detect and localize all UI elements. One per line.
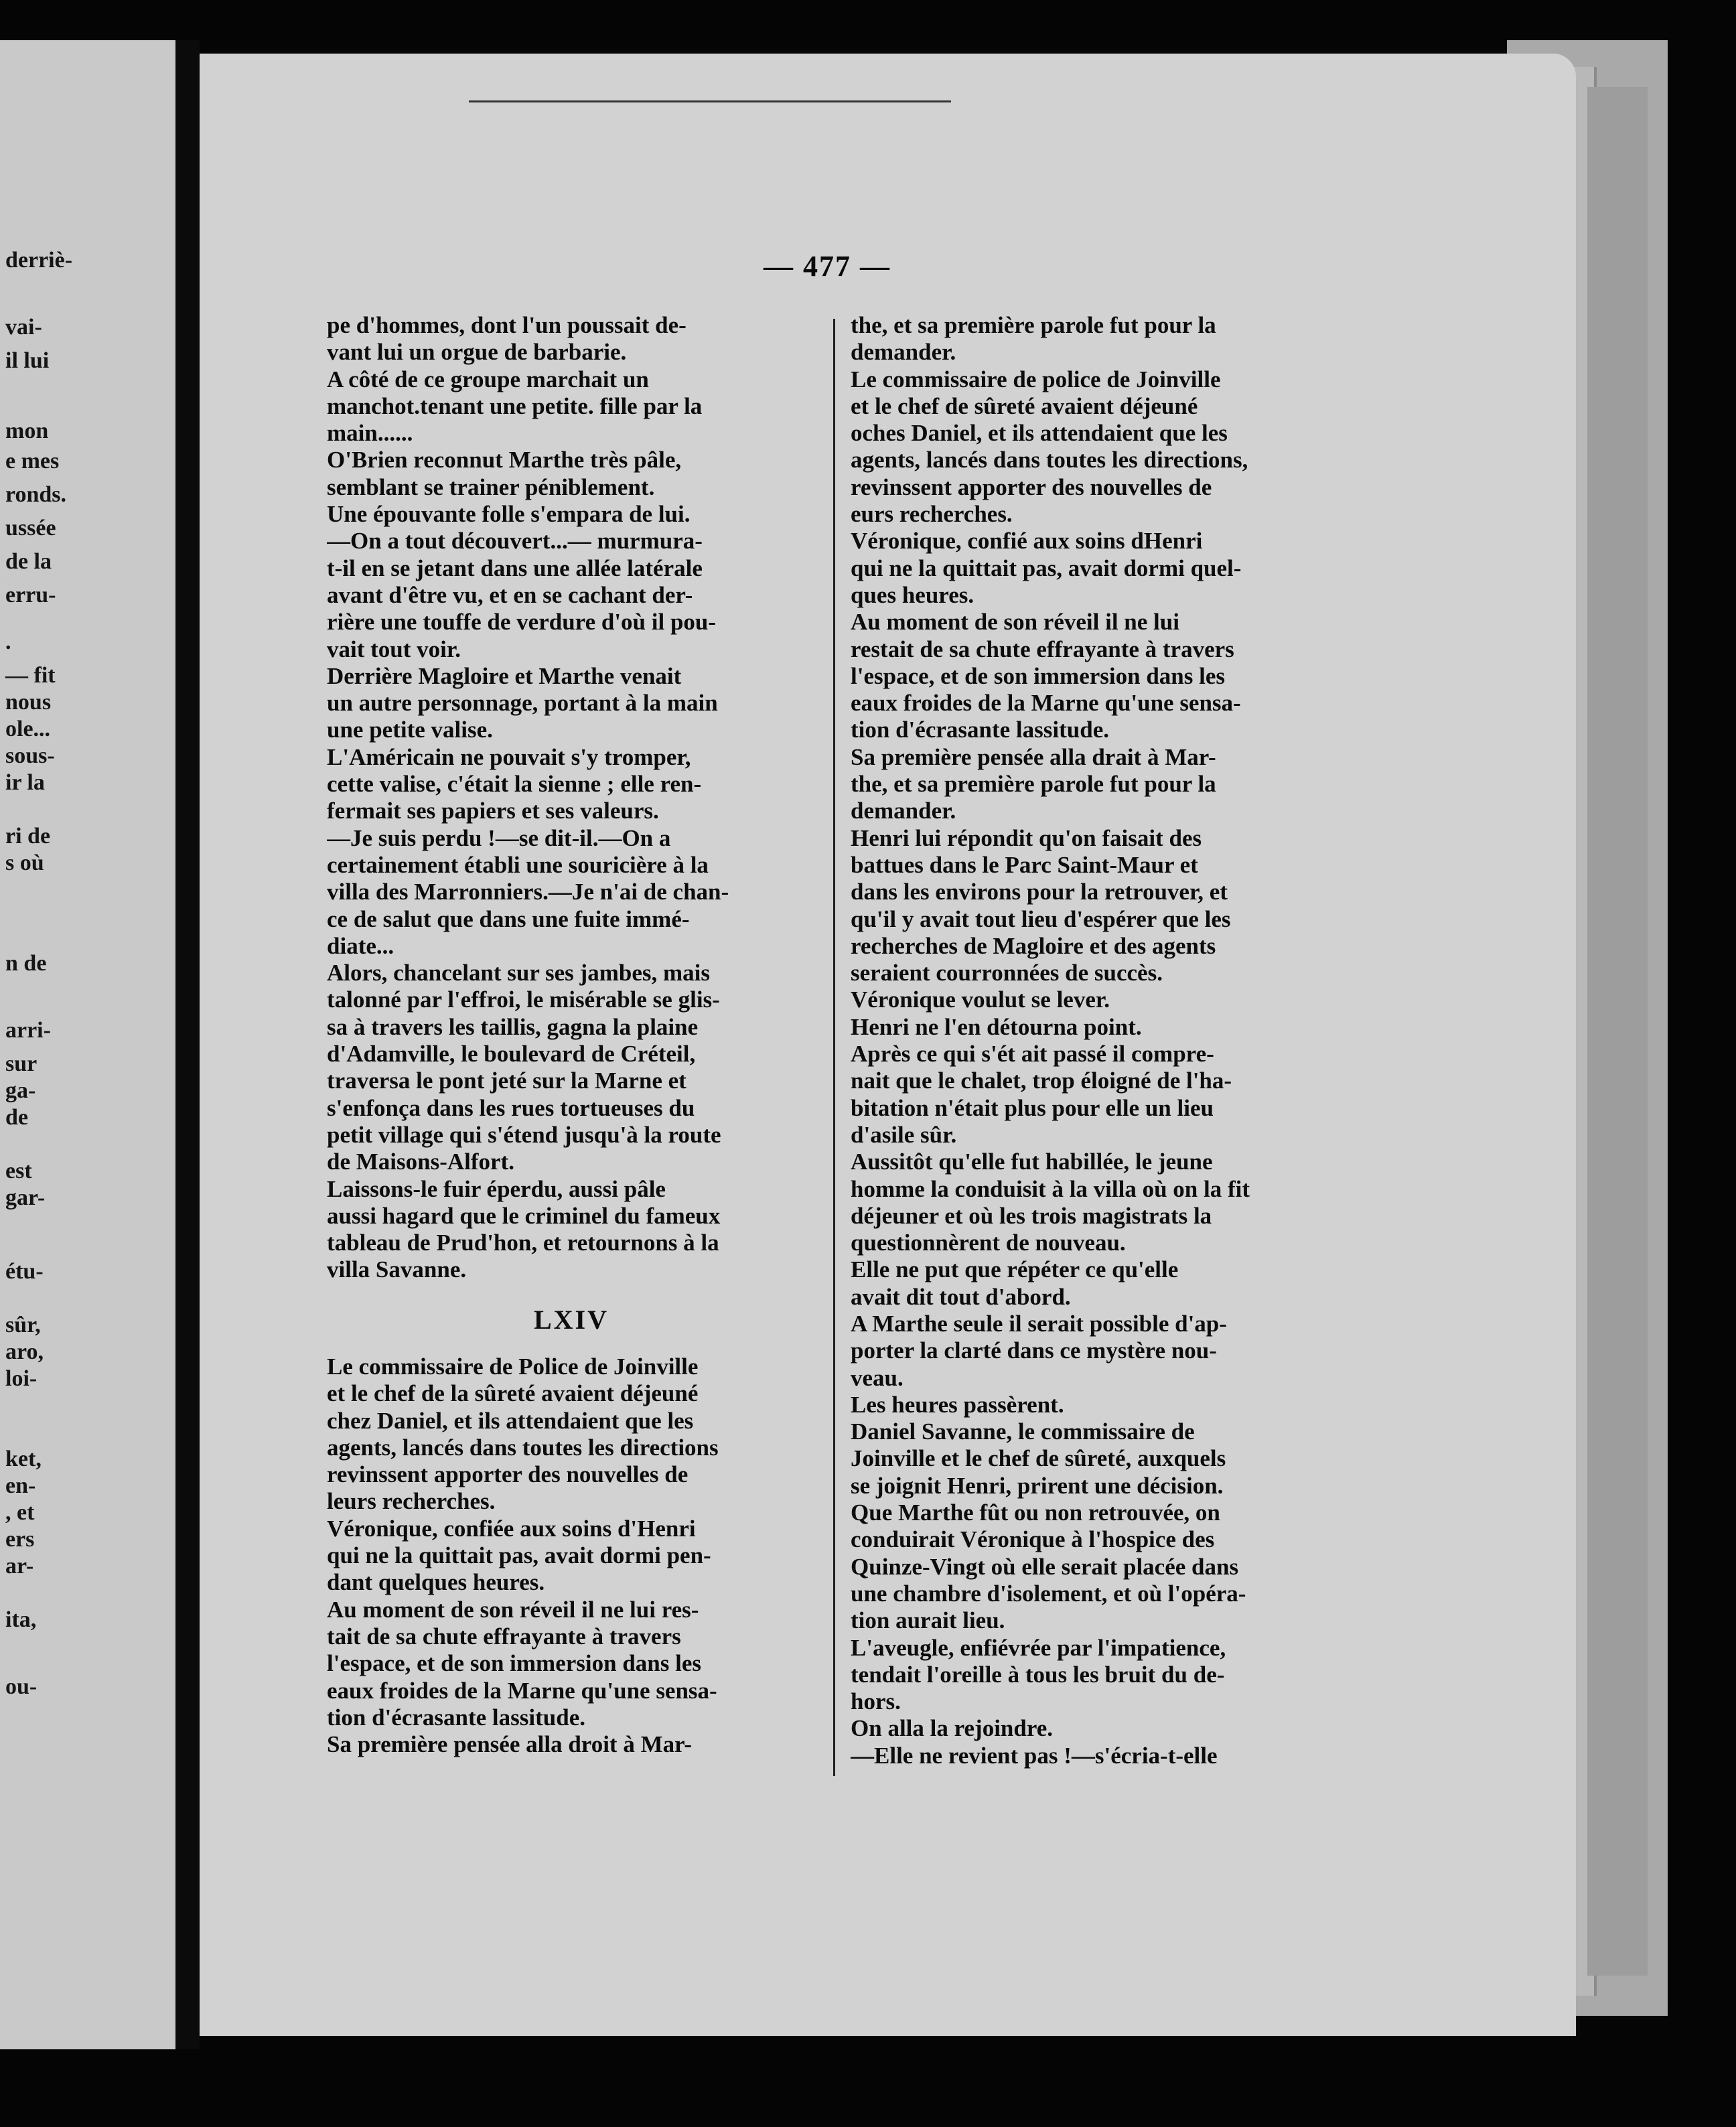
previous-page-text-fragment: ers xyxy=(5,1527,35,1552)
text-line: avait dit tout d'abord. xyxy=(851,1283,1071,1310)
previous-page-text-fragment: loi- xyxy=(5,1366,38,1391)
text-line: Le commissaire de police de Joinville xyxy=(851,366,1221,392)
text-line: d'Adamville, le boulevard de Créteil, xyxy=(327,1041,696,1068)
previous-page-text-fragment: ou- xyxy=(5,1674,38,1699)
book-gutter xyxy=(175,40,200,2049)
text-line: l'espace, et de son immersion dans les xyxy=(327,1650,702,1677)
text-line: aussi hagard que le criminel du fameux xyxy=(327,1202,721,1229)
scan-mark xyxy=(469,100,951,123)
previous-page-text-fragment: ole... xyxy=(5,717,51,741)
text-line: qui ne la quittait pas, avait dormi pen- xyxy=(327,1542,711,1569)
page-number: — 477 — xyxy=(764,250,891,283)
previous-page-text-fragment: ronds. xyxy=(5,482,67,507)
text-line: diate... xyxy=(327,932,394,959)
text-line: homme la conduisit à la villa où on la fit xyxy=(851,1175,1250,1202)
text-line: tion d'écrasante lassitude. xyxy=(327,1704,585,1731)
text-line: t-il en se jetant dans une allée latérale xyxy=(327,555,703,581)
text-line: qui ne la quittait pas, avait dormi quel- xyxy=(851,555,1242,581)
text-line: hors. xyxy=(851,1688,901,1715)
text-line: revinssent apporter des nouvelles de xyxy=(851,473,1212,500)
text-line: ques heures. xyxy=(851,581,974,608)
text-line: demander. xyxy=(851,798,956,824)
previous-page-text-fragment: , et xyxy=(5,1500,35,1525)
text-line: restait de sa chute effrayante à travers xyxy=(851,636,1234,662)
text-line: se joignit Henri, prirent une décision. xyxy=(851,1472,1224,1499)
text-line: tableau de Prud'hon, et retournons à la xyxy=(327,1230,719,1256)
text-line: petit village qui s'étend jusqu'à la route xyxy=(327,1121,721,1148)
text-line: eurs recherches. xyxy=(851,501,1013,528)
previous-page-text-fragment: erru- xyxy=(5,583,56,607)
text-line: main...... xyxy=(327,420,413,447)
text-line: Les heures passèrent. xyxy=(851,1391,1064,1418)
previous-page-text-fragment: ket, xyxy=(5,1447,42,1471)
previous-page-edge xyxy=(0,40,175,2049)
previous-page-text-fragment: est xyxy=(5,1159,32,1183)
text-line: Véronique voulut se lever. xyxy=(851,986,1110,1013)
text-line: Joinville et le chef de sûreté, auxquels xyxy=(851,1445,1226,1472)
text-line: Elle ne put que répéter ce qu'elle xyxy=(851,1256,1179,1283)
text-line: O'Brien reconnut Marthe très pâle, xyxy=(327,447,682,473)
text-line: semblant se trainer péniblement. xyxy=(327,473,655,500)
text-line: avant d'être vu, et en se cachant der- xyxy=(327,581,693,608)
text-line: porter la clarté dans ce mystère nou- xyxy=(851,1337,1217,1364)
previous-page-text-fragment: . xyxy=(5,630,11,654)
text-line: demander. xyxy=(851,339,956,366)
text-line: et le chef de sûreté avaient déjeuné xyxy=(851,392,1198,419)
right-text-column xyxy=(851,312,1360,1769)
previous-page-text-fragment: ita, xyxy=(5,1607,37,1632)
text-line: dant quelques heures. xyxy=(327,1569,545,1596)
previous-page-text-fragment: — fit xyxy=(5,663,56,688)
text-line: Henri ne l'en détourna point. xyxy=(851,1013,1142,1040)
text-line: seraient courronnées de succès. xyxy=(851,960,1163,986)
left-column-lines-after xyxy=(327,1353,816,1758)
previous-page-text-fragment: arri- xyxy=(5,1018,51,1043)
text-line: eaux froides de la Marne qu'une sensa- xyxy=(327,1677,717,1704)
text-line: Laissons-le fuir éperdu, aussi pâle xyxy=(327,1175,666,1202)
previous-page-text-fragment: sous- xyxy=(5,743,55,768)
previous-page-text-fragment: ir la xyxy=(5,770,45,795)
text-line: traversa le pont jeté sur la Marne et xyxy=(327,1068,686,1094)
text-line: d'asile sûr. xyxy=(851,1121,957,1148)
text-line: Véronique, confié aux soins dHenri xyxy=(851,528,1203,555)
text-line: Sa première pensée alla droit à Mar- xyxy=(327,1731,692,1758)
previous-page-text-fragment: mon xyxy=(5,419,49,443)
previous-page-text-fragment: s où xyxy=(5,851,44,875)
text-line: Henri lui répondit qu'on faisait des xyxy=(851,824,1202,851)
previous-page-text-fragment: sûr, xyxy=(5,1313,41,1337)
text-line: Alors, chancelant sur ses jambes, mais xyxy=(327,960,710,986)
previous-page-text-fragment: e mes xyxy=(5,449,60,473)
text-line: qu'il y avait tout lieu d'espérer que les xyxy=(851,905,1231,932)
text-line: rière une touffe de verdure d'où il pou- xyxy=(327,609,717,636)
text-line: the, et sa première parole fut pour la xyxy=(851,312,1216,338)
text-line: manchot.tenant une petite. fille par la xyxy=(327,392,703,419)
previous-page-text-fragment: vai- xyxy=(5,315,42,340)
text-line: bitation n'était plus pour elle un lieu xyxy=(851,1094,1214,1121)
text-line: the, et sa première parole fut pour la xyxy=(851,771,1216,798)
previous-page-text-fragment: n de xyxy=(5,951,47,976)
previous-page-text-fragment: nous xyxy=(5,690,52,715)
previous-page-text-fragment: en- xyxy=(5,1473,36,1498)
text-line: Daniel Savanne, le commissaire de xyxy=(851,1418,1195,1445)
previous-page-text-fragment: derriè- xyxy=(5,248,73,273)
text-line: pe d'hommes, dont l'un poussait de- xyxy=(327,312,686,338)
previous-page-text-fragment: de la xyxy=(5,549,52,574)
text-line: revinssent apporter des nouvelles de xyxy=(327,1461,689,1488)
text-line: agents, lancés dans toutes les directions, xyxy=(851,447,1248,473)
text-line: un autre personnage, portant à la main xyxy=(327,690,718,717)
text-line: —Elle ne revient pas !—s'écria-t-elle xyxy=(851,1742,1218,1769)
previous-page-text-fragment: étu- xyxy=(5,1259,44,1284)
previous-page-text-fragment: gar- xyxy=(5,1185,46,1210)
text-line: Aussitôt qu'elle fut habillée, le jeune xyxy=(851,1149,1213,1175)
text-line: Au moment de son réveil il ne lui res- xyxy=(327,1596,699,1623)
text-line: questionnèrent de nouveau. xyxy=(851,1230,1126,1256)
text-line: Que Marthe fût ou non retrouvée, on xyxy=(851,1499,1220,1526)
text-line: oches Daniel, et ils attendaient que les xyxy=(851,420,1228,447)
right-column-lines xyxy=(851,312,1360,1769)
previous-page-text-fragment: sur xyxy=(5,1051,38,1076)
text-line: villa des Marronniers.—Je n'ai de chan- xyxy=(327,879,729,905)
text-line: sa à travers les taillis, gagna la plaine xyxy=(327,1013,699,1040)
text-line: Véronique, confiée aux soins d'Henri xyxy=(327,1515,696,1542)
text-line: eaux froides de la Marne qu'une sensa- xyxy=(851,690,1241,717)
text-line: tait de sa chute effrayante à travers xyxy=(327,1623,681,1649)
previous-page-text-fragment: ar- xyxy=(5,1554,34,1579)
text-line: déjeuner et où les trois magistrats la xyxy=(851,1202,1212,1229)
text-line: cette valise, c'était la sienne ; elle ren- xyxy=(327,771,702,798)
text-line: une chambre d'isolement, et où l'opéra- xyxy=(851,1580,1246,1607)
chapter-heading: LXIV xyxy=(533,1306,609,1333)
text-line: veau. xyxy=(851,1364,903,1391)
text-line: ce de salut que dans une fuite immé- xyxy=(327,905,690,932)
text-line: une petite valise. xyxy=(327,717,493,743)
previous-page-text-fragment: ri de xyxy=(5,824,51,849)
text-line: L'Américain ne pouvait s'y tromper, xyxy=(327,743,691,770)
text-line: battues dans le Parc Saint-Maur et xyxy=(851,851,1198,878)
previous-page-text-fragment: ussée xyxy=(5,516,56,540)
text-line: villa Savanne. xyxy=(327,1256,467,1283)
text-line: L'aveugle, enfiévrée par l'impatience, xyxy=(851,1634,1226,1661)
text-line: s'enfonça dans les rues tortueuses du xyxy=(327,1094,695,1121)
text-line: —Je suis perdu !—se dit-il.—On a xyxy=(327,824,671,851)
text-line: Le commissaire de Police de Joinville xyxy=(327,1353,699,1380)
text-line: Une épouvante folle s'empara de lui. xyxy=(327,501,691,528)
previous-page-text-fragment: de xyxy=(5,1105,28,1130)
text-line: tion d'écrasante lassitude. xyxy=(851,717,1109,743)
text-line: A côté de ce groupe marchait un xyxy=(327,366,649,392)
left-text-column xyxy=(327,312,816,1758)
text-line: vant lui un orgue de barbarie. xyxy=(327,339,627,366)
text-line: leurs recherches. xyxy=(327,1488,496,1515)
text-line: Quinze-Vingt où elle serait placée dans xyxy=(851,1553,1239,1580)
text-line: dans les environs pour la retrouver, et xyxy=(851,879,1228,905)
text-line: A Marthe seule il serait possible d'ap- xyxy=(851,1310,1227,1337)
text-line: Au moment de son réveil il ne lui xyxy=(851,609,1179,636)
previous-page-text-fragment: ga- xyxy=(5,1078,36,1103)
text-line: —On a tout découvert...— murmura- xyxy=(327,528,703,555)
text-line: chez Daniel, et ils attendaient que les xyxy=(327,1407,694,1434)
text-line: l'espace, et de son immersion dans les xyxy=(851,662,1226,689)
text-line: vait tout voir. xyxy=(327,636,461,662)
text-line: agents, lancés dans toutes les directions xyxy=(327,1434,719,1461)
text-line: tion aurait lieu. xyxy=(851,1607,1005,1634)
text-line: et le chef de la sûreté avaient déjeuné xyxy=(327,1380,699,1407)
text-line: de Maisons-Alfort. xyxy=(327,1149,514,1175)
text-line: fermait ses papiers et ses valeurs. xyxy=(327,798,659,824)
previous-page-text-fragment: il lui xyxy=(5,348,50,373)
text-line: talonné par l'effroi, le misérable se glis- xyxy=(327,986,720,1013)
page-edge-layer xyxy=(1587,87,1648,1976)
text-line: Après ce qui s'ét ait passé il compre- xyxy=(851,1041,1214,1068)
text-line: tendait l'oreille à tous les bruit du de- xyxy=(851,1661,1225,1688)
text-line: nait que le chalet, trop éloigné de l'ha- xyxy=(851,1068,1232,1094)
text-line: Derrière Magloire et Marthe venait xyxy=(327,662,682,689)
text-line: On alla la rejoindre. xyxy=(851,1715,1054,1742)
text-line: certainement établi une souricière à la xyxy=(327,851,709,878)
left-column-lines xyxy=(327,312,816,1284)
text-line: conduirait Véronique à l'hospice des xyxy=(851,1526,1215,1553)
column-divider xyxy=(833,319,835,1776)
text-line: Sa première pensée alla drait à Mar- xyxy=(851,743,1216,770)
text-line: recherches de Magloire et des agents xyxy=(851,932,1216,959)
previous-page-text-fragment: aro, xyxy=(5,1339,44,1364)
